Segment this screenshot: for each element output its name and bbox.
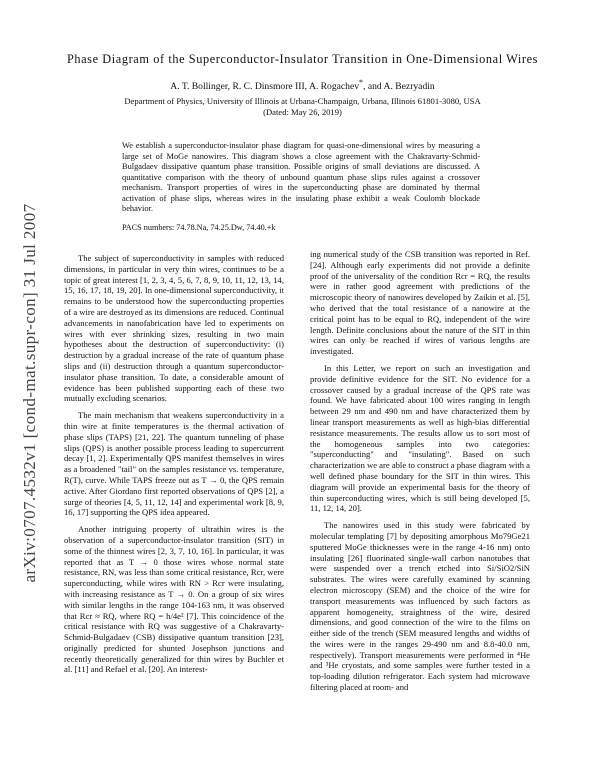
author: A. Rogachev [308, 81, 360, 93]
paragraph: In this Letter, we report on such an investigation and provide definitive evidence for the SIT. No evidence for a crossover caused by a gradual increase of the QPS rate was found. We have fabricated about 100 wires ranging in length between 29 nm and 490 nm and have characterized them by linear transport measurements as well as high-bias differential resistance measurements. The results allow us to sort most of the homogeneous samples into two categories: "superconducting" and "insulating". Based on such characterization we are able to construct a phase diagram with a well defined phase boundary for the SIT in thin wires. This diagram will provide an experimental basis for the theory of thin superconducting wires, which is still being developed [5, 11, 12, 14, 20]. [310, 362, 530, 514]
arxiv-sidebar [8, 158, 52, 628]
paragraph: ing numerical study of the CSB transition was reported in Ref. [24]. Although early experiments did not provide a definite proof of the universality of the condition Rcr = RQ, the results were in rather good agreement with predictions of the microscopic theory of nanowires developed by Zaikin et al. [5], who derived that the total resistance of a nanowire at the critical point has to be equal to RQ, independent of the wire length. Definite conclusions about the nature of the SIT in thin wires can only be reached if wires of various lengths are investigated. [310, 249, 530, 357]
abstract [122, 141, 480, 215]
arxiv-identifier: arXiv:0707.4532v1 [cond-mat.supr-con] 31 Jul 2007 [20, 203, 39, 583]
pacs-numbers: PACS numbers: 74.78.Na, 74.25.Dw, 74.40.+k [122, 223, 276, 232]
author-note-mark: * [359, 78, 364, 87]
author-list: A. T. Bollinger, R. C. Dinsmore III, A. Rogachev*, and A. Bezryadin [170, 78, 435, 93]
paragraph: The subject of superconductivity in samples with reduced dimensions, in particular in very thin wires, continues to be a topic of great interest [1, 2, 3, 4, 5, 6, 7, 8, 9, 10, 11, 12, 13, 14, 15, 16, 17, 18, 19, 20]. In one-dimensional superconductivity, it remains to be understood how the superconducting properties of a wire are destroyed as its dimensions are reduced. Continual advancements in nanofabrication have led to experiments on wires with ever shrinking sizes, resulting in two main hypotheses about the destruction of superconductivity: (i) destruction by a gradual increase of the rate of quantum phase slips and (ii) destruction through a quantum superconductor-insulator phase transition. To date, a considerable amount of evidence has been published supporting each of these two mutually excluding scenarios. [64, 253, 284, 404]
author: R. C. Dinsmore III [232, 81, 305, 93]
left-column [64, 253, 284, 681]
right-column [310, 249, 530, 699]
dated-line: (Dated: May 26, 2019) [263, 107, 342, 118]
paragraph: The nanowires used in this study were fabricated by molecular templating [7] by depositing amorphous Mo79Ge21 sputtered MoGe thicknesses were in the range 4-16 nm) onto insulating [26] fluorinated single-wall carbon nanotubes that were suspended over a trench etched into Si/SiO2/SiN substrates. The wires were carefully examined by scanning electron microscopy (SEM) and the choice of the wire for transport measurements was influenced by such factors as apparent homogeneity, straightness of the wire, desired dimensions, and good connection of the wire to the films on either side of the trench (SEM measured lengths and widths of the wires were in the ranges 29-490 nm and 8.8-40.0 nm, respectively). Transport measurements were performed in ⁴He and ³He cryostats, and some samples were further tested in a top-loading dilution refrigerator. Each system had microwave filtering placed at room- and [310, 520, 530, 693]
author: and A. Bezryadin [367, 81, 435, 93]
abstract-text: We establish a superconductor-insulator phase diagram for quasi-one-dimensional wires by measuring a large set of MoGe nanowires. This diagram shows a close agreement with the Chakravarty-Schmid-Bulgadaev dissipative quantum phase transition. Possible origins of small deviations are discussed. A quantitative comparison with the theory of unbound quantum phase slips rules against a crossover mechanism. Transport properties of wires in the superconducting phase are dominated by thermal activation of phase slips, whereas wires in the insulating phase exhibit a weak Coulomb blockade behavior. [122, 141, 480, 213]
paragraph: The main mechanism that weakens superconductivity in a thin wire at finite temperatures is the thermal activation of phase slips (TAPS) [21, 22]. The quantum tunneling of phase slips (QPS) is another possible process leading to supercurrent decay [1, 2]. Experimentally QPS manifest themselves in wires as a broadened "tail" on the samples resistance vs. temperature, R(T), curve. While TAPS freeze out as T → 0, the QPS remain active. After Giordano first reported observations of QPS [2], a surge of theories [4, 5, 11, 12, 14] and experimental work [8, 9, 16, 17] supporting the QPS idea appeared. [64, 410, 284, 518]
paragraph: Another intriguing property of ultrathin wires is the observation of a superconductor-insulator transition (SIT) in some of the thinnest wires [2, 3, 7, 10, 16]. In particular, it was reported that as T → 0 those wires whose normal state resistance, RN, was less than some critical resistance, Rcr, were superconducting, while wires with RN > Rcr were insulating, with increasing resistance as T → 0. On a group of six wires with similar lengths in the range 104-163 nm, it was observed that Rcr ≈ RQ, where RQ = h/4e² [7]. This coincidence of the critical resistance with RQ was suggestive of a Chakravarty-Schmid-Bulgadaev (CSB) dissipative quantum transition [23], originally predicted for shunted Josephson junctions and recently theoretically generalized for thin wires by Buchler et al. [11] and Refael et al. [20]. An interest- [64, 524, 284, 675]
author: A. T. Bollinger [170, 81, 228, 93]
paper-header [60, 52, 545, 118]
affiliation: Department of Physics, University of Illinois at Urbana-Champaign, Urbana, Illinois 61801-3080, USA [124, 96, 481, 107]
paper-title: Phase Diagram of the Superconductor-Insulator Transition in One-Dimensional Wires [66, 52, 539, 66]
